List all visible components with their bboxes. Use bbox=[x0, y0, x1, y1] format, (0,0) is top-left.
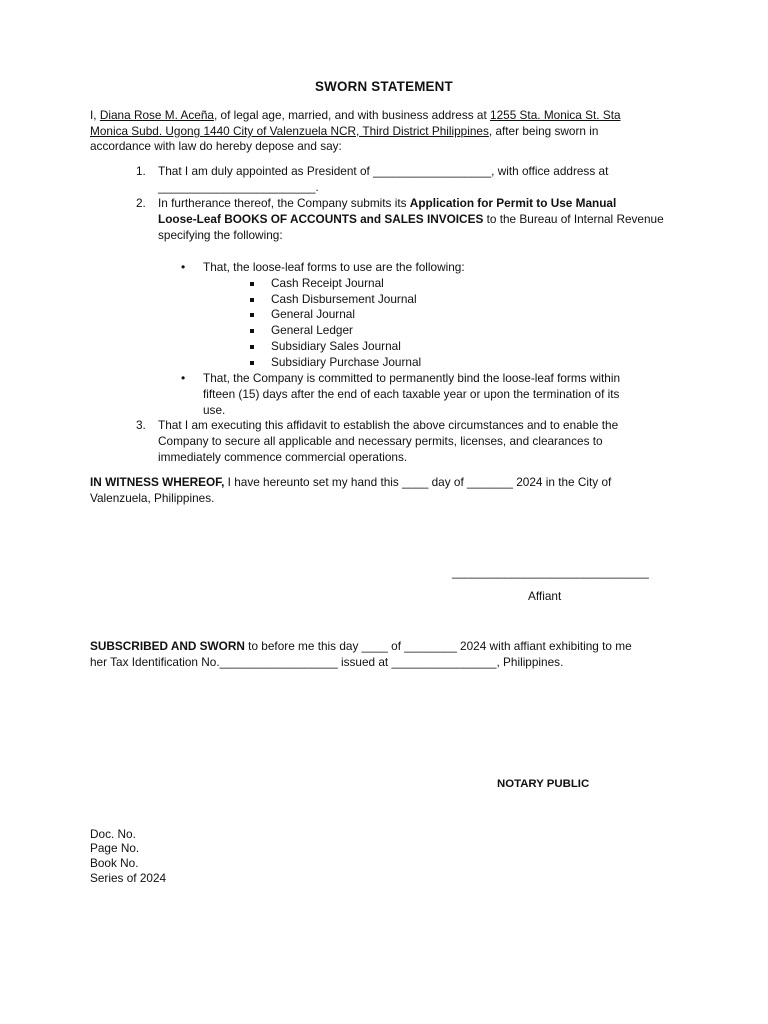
application-title: Loose-Leaf BOOKS OF ACCOUNTS and SALES INVOICES bbox=[158, 212, 484, 226]
page-no-label: Page No. bbox=[90, 841, 140, 855]
bullet-icon: • bbox=[181, 260, 186, 274]
item-2-line-3: specifying the following: bbox=[158, 228, 283, 242]
square-bullet-icon bbox=[250, 282, 254, 286]
intro-line-3: accordance with law do hereby depose and say: bbox=[90, 139, 342, 153]
business-address: Monica Subd. Ugong 1440 City of Valenzuela NCR, Third District Philippines bbox=[90, 124, 489, 138]
square-bullet-icon bbox=[250, 313, 254, 317]
signature-line: ______________________________ bbox=[452, 565, 649, 579]
item-2-line-2 bbox=[158, 212, 664, 228]
bullet-2-line-1: That, the Company is committed to permanently bind the loose-leaf forms within bbox=[203, 371, 621, 385]
business-address: 1255 Sta. Monica St. Sta bbox=[490, 108, 621, 122]
item-3-line-2: Company to secure all applicable and necessary permits, licenses, and clearances to bbox=[158, 434, 603, 448]
intro-text: I, bbox=[90, 108, 100, 122]
subscribed-text: to before me this day ____ of ________ 2024 with affiant exhibiting to me bbox=[244, 639, 632, 653]
form-item: General Journal bbox=[271, 307, 355, 321]
form-item: Cash Receipt Journal bbox=[271, 276, 384, 290]
doc-no-label: Doc. No. bbox=[90, 827, 136, 841]
item-number: 1. bbox=[136, 164, 146, 178]
item-text: to the Bureau of Internal Revenue bbox=[483, 212, 664, 226]
subscribed-heading: SUBSCRIBED AND SWORN bbox=[90, 639, 245, 653]
bullet-2-line-3: use. bbox=[203, 403, 226, 417]
bullet-icon: • bbox=[181, 371, 186, 385]
item-number: 2. bbox=[136, 196, 146, 210]
bullet-2-line-2: fifteen (15) days after the end of each taxable year or upon the termination of its bbox=[203, 387, 620, 401]
square-bullet-icon bbox=[250, 345, 254, 349]
item-1-line-2: ________________________. bbox=[158, 180, 319, 194]
notary-public-label: NOTARY PUBLIC bbox=[497, 778, 590, 790]
item-2-line-1 bbox=[158, 196, 616, 212]
intro-text: , after being sworn in bbox=[488, 124, 599, 138]
subscribed-line-1 bbox=[90, 639, 632, 655]
book-no-label: Book No. bbox=[90, 856, 139, 870]
witness-text: I have hereunto set my hand this ____ day of _______ 2024 in the City of bbox=[224, 475, 612, 489]
application-title: Application for Permit to Use Manual bbox=[409, 196, 617, 210]
form-item: Cash Disbursement Journal bbox=[271, 292, 417, 306]
witness-heading: IN WITNESS WHEREOF, bbox=[90, 475, 225, 489]
item-1-line-1: That I am duly appointed as President of __________________, with office address at bbox=[158, 164, 609, 178]
intro-text: , of legal age, married, and with business address at bbox=[213, 108, 491, 122]
item-3-line-1: That I am executing this affidavit to establish the above circumstances and to enable the bbox=[158, 418, 619, 432]
document-title: SWORN STATEMENT bbox=[315, 79, 453, 94]
square-bullet-icon bbox=[250, 298, 254, 302]
affiant-name: Diana Rose M. Aceña bbox=[99, 108, 214, 122]
item-number: 3. bbox=[136, 418, 146, 432]
bullet-1-text: That, the loose-leaf forms to use are the following: bbox=[203, 260, 465, 274]
intro-line-1 bbox=[90, 108, 621, 124]
subscribed-line-2: her Tax Identification No.__________________ issued at ________________, Philippines. bbox=[90, 655, 564, 669]
affiant-label: Affiant bbox=[528, 589, 562, 603]
square-bullet-icon bbox=[250, 329, 254, 333]
form-item: Subsidiary Sales Journal bbox=[271, 339, 401, 353]
item-3-line-3: immediately commence commercial operations. bbox=[158, 450, 408, 464]
item-text: In furtherance thereof, the Company submits its bbox=[158, 196, 410, 210]
witness-line-2: Valenzuela, Philippines. bbox=[90, 491, 215, 505]
witness-line-1 bbox=[90, 475, 611, 491]
form-item: General Ledger bbox=[271, 323, 353, 337]
square-bullet-icon bbox=[250, 361, 254, 365]
series-label: Series of 2024 bbox=[90, 871, 167, 885]
intro-line-2 bbox=[90, 124, 598, 140]
form-item: Subsidiary Purchase Journal bbox=[271, 355, 422, 369]
